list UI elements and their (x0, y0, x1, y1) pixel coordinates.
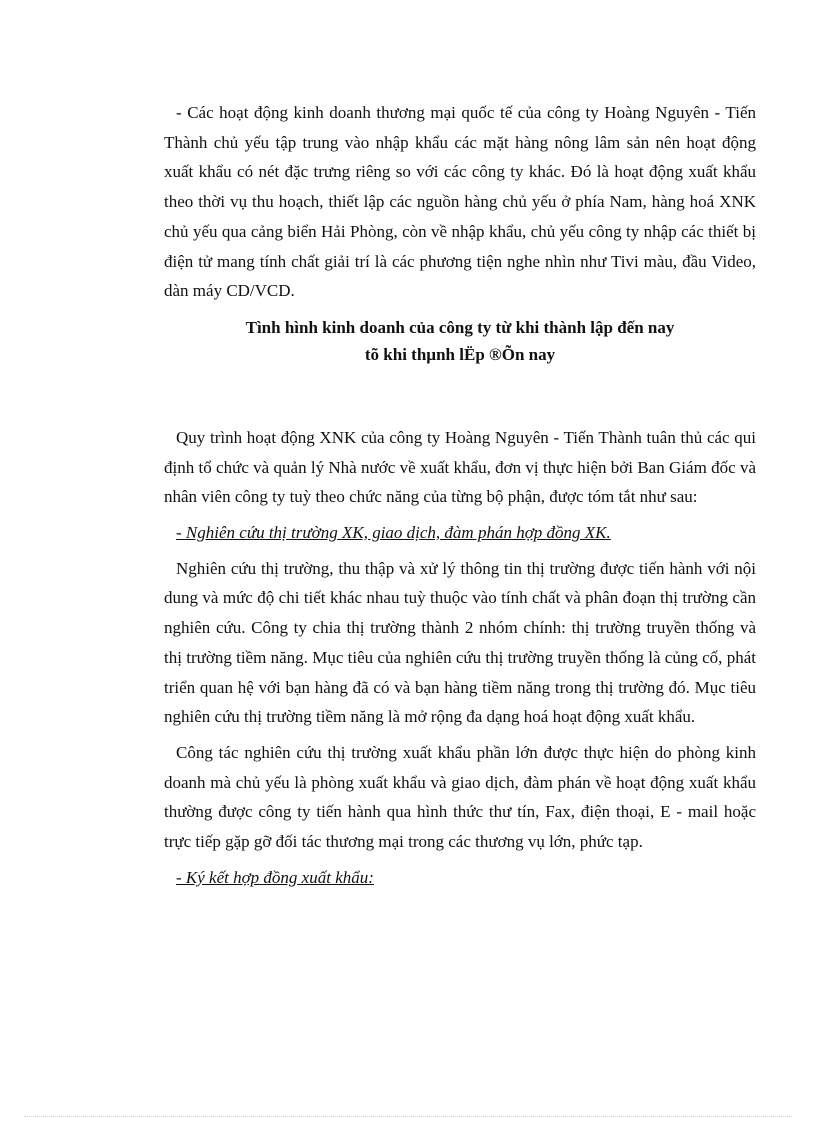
page-bottom-border (24, 1116, 792, 1117)
paragraph-market-research: Nghiên cứu thị trường, thu thập và xử lý thông tin thị trường được tiến hành với nội dung và mức độ chi tiết khác nhau tuỳ thuộc vào tính chất và phân đoạn thị trường cần nghiên cứu. Công ty chia thị trường thành 2 nhóm chính: thị trường truyền thống và thị trường tiềm năng. Mục tiêu của nghiên cứu thị trường truyền thống là củng cố, phát triển quan hệ với bạn hàng đã có và bạn hàng tiềm năng trong thị trường đó. Mục tiêu nghiên cứu thị trường tiềm năng là mở rộng đa dạng hoá hoạt động xuất khẩu. (164, 558, 756, 727)
subheading-market-research: - Nghiên cứu thị trường XK, giao dịch, đàm phán hợp đồng XK. (176, 523, 611, 543)
subheading-contract-signing: - Ký kết hợp đồng xuất khẩu: (176, 867, 374, 887)
section-heading-line1: Tình hình kinh doanh của công ty từ khi thành lập đến nay (245, 317, 675, 337)
document-body (164, 98, 756, 892)
paragraph-research-work: Công tác nghiên cứu thị trường xuất khẩu phần lớn được thực hiện do phòng kinh doanh mà chủ yếu là phòng xuất khẩu và giao dịch, đàm phán về hoạt động xuất khẩu thường được công ty tiến hành qua hình thức thư tín, Fax, điện thoại, E - mail hoặc trực tiếp gặp gỡ đối tác thương mại trong các thương vụ lớn, phức tạp. (164, 742, 756, 852)
section-heading-line2: tõ khi thµnh lËp ®Õn nay (364, 344, 556, 364)
paragraph-xnk-process: Quy trình hoạt động XNK của công ty Hoàng Nguyên - Tiến Thành tuân thủ các qui định tổ chức và quản lý Nhà nước về xuất khẩu, đơn vị thực hiện bởi Ban Giám đốc và nhân viên công ty tuỳ theo chức năng của từng bộ phận, được tóm tắt như sau: (164, 427, 756, 507)
paragraph-business-overview: - Các hoạt động kinh doanh thương mại quốc tế của công ty Hoàng Nguyên - Tiến Thành chủ yếu tập trung vào nhập khẩu các mặt hàng nông lâm sản nên hoạt động xuất khẩu có nét đặc trưng riêng so với các công ty khác. Đó là hoạt động xuất khẩu theo thời vụ thu hoạch, thiết lập các nguồn hàng chủ yếu ở phía Nam, hàng hoá XNK chủ yếu qua cảng biển Hải Phòng, còn về nhập khẩu, chủ yếu công ty nhập các thiết bị điện tử mang tính chất giải trí là các phương tiện nghe nhìn như Tivi màu, đầu Video, dàn máy CD/VCD. (164, 103, 756, 301)
section-heading (164, 314, 756, 368)
